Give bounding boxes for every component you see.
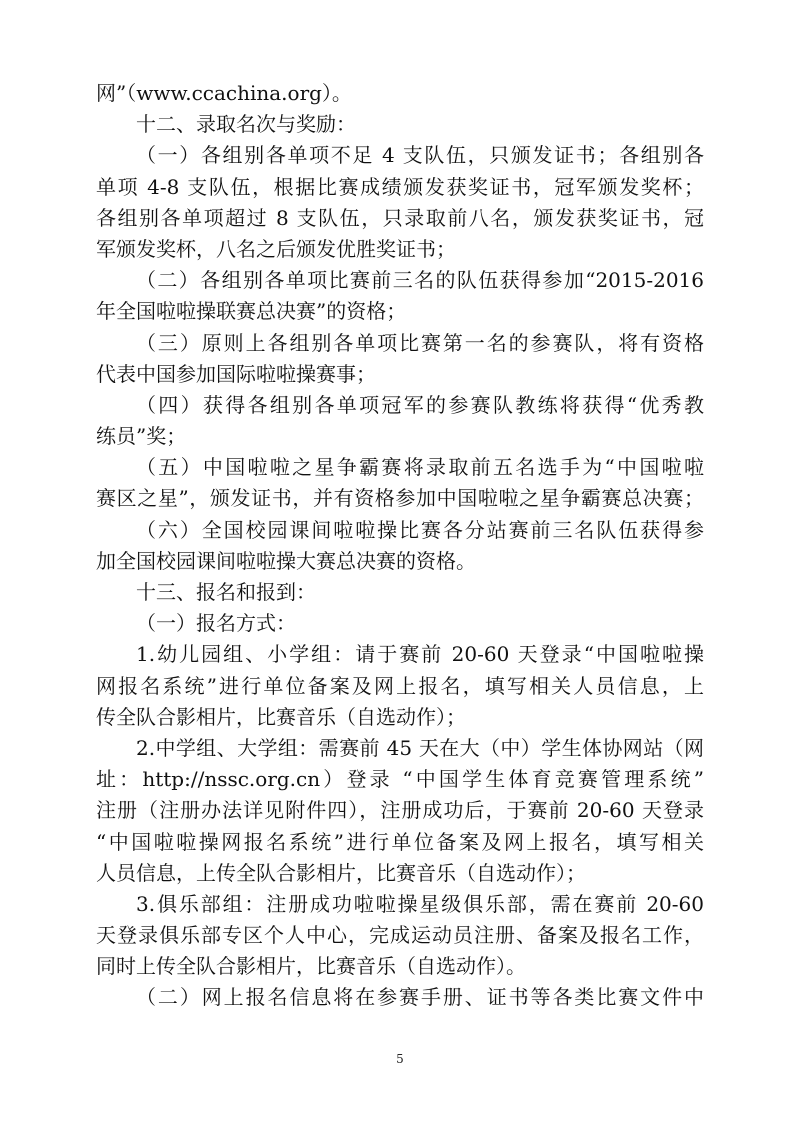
text-line: （四）获得各组别各单项冠军的参赛队教练将获得“优秀教 (136, 392, 704, 417)
text-line: 网”（www.ccachina.org）。 (96, 81, 352, 105)
text-line: 十三、报名和报到： (136, 580, 316, 604)
text-line: 人员信息，上传全队合影相片，比赛音乐（自选动作）； (96, 860, 586, 885)
text-line: 同时上传全队合影相片，比赛音乐（自选动作）。 (96, 954, 526, 979)
text-line: 年全国啦啦操联赛总决赛”的资格； (96, 299, 407, 324)
text-line: 3.俱乐部组：注册成功啦啦操星级俱乐部，需在赛前 20-60 (136, 891, 704, 916)
text-line: 注册（注册办法详见附件四），注册成功后，于赛前 20-60 天登录 (96, 798, 704, 823)
text-line: （三）原则上各组别各单项比赛第一名的参赛队，将有资格 (136, 330, 704, 355)
text-line: 天登录俱乐部专区个人中心，完成运动员注册、备案及报名工作， (96, 923, 704, 948)
text-line: （五）中国啦啦之星争霸赛将录取前五名选手为“中国啦啦 (136, 455, 704, 480)
text-line: 十二、录取名次与奖励： (136, 112, 356, 137)
text-line: 址：http://nssc.org.cn）登录 “中国学生体育竞赛管理系统” (96, 767, 704, 792)
text-line: 单项 4-8 支队伍，根据比赛成绩颁发获奖证书，冠军颁发奖杯； (96, 174, 704, 199)
document-body (96, 78, 704, 1014)
text-line: 加全国校园课间啦啦操大赛总决赛的资格。 (96, 548, 476, 573)
page-number: 5 (396, 1052, 404, 1066)
text-line: 传全队合影相片，比赛音乐（自选动作）； (96, 704, 466, 729)
text-line: 练员”奖； (96, 424, 187, 449)
text-line: 各组别各单项超过 8 支队伍，只录取前八名，颁发获奖证书，冠 (96, 205, 704, 230)
text-line: 1.幼儿园组、小学组：请于赛前 20-60 天登录“中国啦啦操 (136, 642, 704, 667)
text-line: 代表中国参加国际啦啦操赛事； (96, 361, 376, 386)
text-line: （一）各组别各单项不足 4 支队伍，只颁发证书；各组别各 (136, 143, 704, 168)
text-line: （二）网上报名信息将在参赛手册、证书等各类比赛文件中 (136, 985, 704, 1010)
text-line: 赛区之星”，颁发证书，并有资格参加中国啦啦之星争霸赛总决赛； (96, 486, 704, 511)
text-line: 2.中学组、大学组：需赛前 45 天在大（中）学生体协网站（网 (136, 735, 704, 760)
text-line: 网报名系统”进行单位备案及网上报名，填写相关人员信息，上 (96, 673, 704, 698)
text-line: “中国啦啦操网报名系统”进行单位备案及网上报名，填写相关 (96, 829, 704, 854)
text-line: （二）各组别各单项比赛前三名的队伍获得参加“2015-2016 (136, 268, 704, 293)
text-line: （六）全国校园课间啦啦操比赛各分站赛前三名队伍获得参 (136, 517, 704, 542)
text-line: （一）报名方式： (136, 611, 296, 636)
text-line: 军颁发奖杯，八名之后颁发优胜奖证书； (96, 236, 456, 261)
